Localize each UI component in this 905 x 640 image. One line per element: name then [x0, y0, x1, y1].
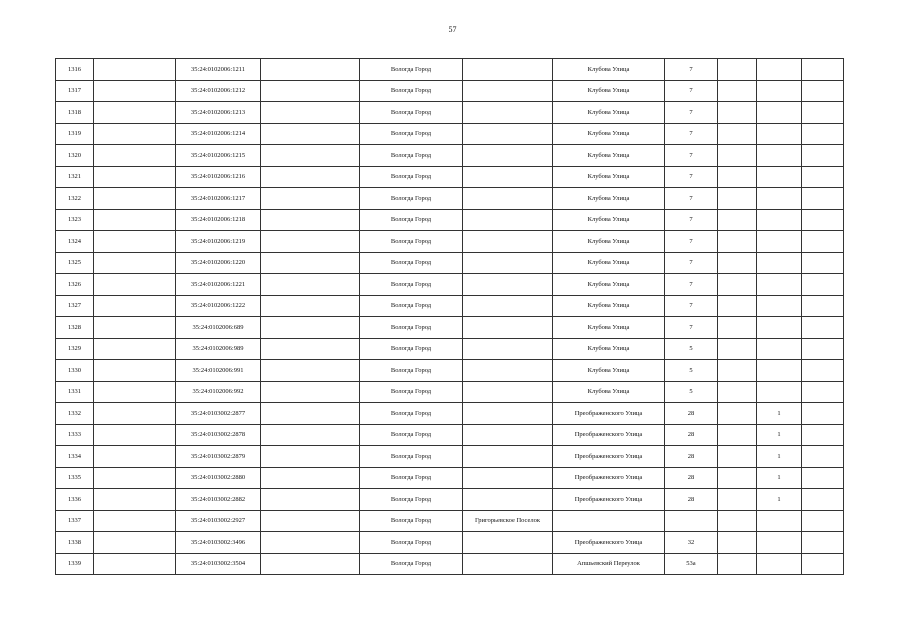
table-row: [56, 553, 844, 575]
house-number-cell: 7: [665, 188, 718, 210]
house-number-cell: 7: [665, 59, 718, 81]
cadastral-number-cell: 35:24:0102006:991: [176, 360, 261, 382]
city-cell: Вологда Город: [360, 403, 463, 425]
table-row: [56, 532, 844, 554]
building-cell: [718, 489, 757, 511]
row-number-cell: 1319: [56, 123, 94, 145]
city-cell: Вологда Город: [360, 145, 463, 167]
locality-cell: [463, 145, 553, 167]
cadastral-number-cell: 35:24:0102006:992: [176, 381, 261, 403]
house-number-cell: 7: [665, 252, 718, 274]
street-cell: [553, 510, 665, 532]
cadastral-number-cell: 35:24:0103002:3496: [176, 532, 261, 554]
apartment-cell: 1: [757, 467, 802, 489]
empty-cell: [261, 102, 360, 124]
empty-cell: [261, 553, 360, 575]
apartment-cell: [757, 102, 802, 124]
building-cell: [718, 467, 757, 489]
empty-cell: [261, 532, 360, 554]
empty-cell: [94, 381, 176, 403]
city-cell: Вологда Город: [360, 80, 463, 102]
street-cell: Клубова Улица: [553, 231, 665, 253]
locality-cell: [463, 209, 553, 231]
locality-cell: [463, 295, 553, 317]
extra-cell: [802, 59, 844, 81]
table-row: [56, 80, 844, 102]
table-row: [56, 360, 844, 382]
row-number-cell: 1337: [56, 510, 94, 532]
empty-cell: [261, 424, 360, 446]
cadastral-number-cell: 35:24:0102006:1220: [176, 252, 261, 274]
cadastral-number-cell: 35:24:0102006:1221: [176, 274, 261, 296]
street-cell: Клубова Улица: [553, 317, 665, 339]
empty-cell: [261, 188, 360, 210]
extra-cell: [802, 532, 844, 554]
locality-cell: [463, 123, 553, 145]
empty-cell: [94, 424, 176, 446]
row-number-cell: 1325: [56, 252, 94, 274]
street-cell: Клубова Улица: [553, 381, 665, 403]
table-row: [56, 403, 844, 425]
apartment-cell: [757, 553, 802, 575]
city-cell: Вологда Город: [360, 295, 463, 317]
table-row: [56, 231, 844, 253]
extra-cell: [802, 166, 844, 188]
apartment-cell: [757, 295, 802, 317]
apartment-cell: [757, 145, 802, 167]
house-number-cell: 28: [665, 446, 718, 468]
apartment-cell: [757, 510, 802, 532]
building-cell: [718, 295, 757, 317]
apartment-cell: [757, 188, 802, 210]
table-row: [56, 338, 844, 360]
empty-cell: [94, 188, 176, 210]
street-cell: Клубова Улица: [553, 123, 665, 145]
building-cell: [718, 209, 757, 231]
extra-cell: [802, 295, 844, 317]
empty-cell: [94, 231, 176, 253]
cadastral-number-cell: 35:24:0102006:1212: [176, 80, 261, 102]
row-number-cell: 1327: [56, 295, 94, 317]
apartment-cell: [757, 231, 802, 253]
house-number-cell: 7: [665, 145, 718, 167]
extra-cell: [802, 510, 844, 532]
empty-cell: [261, 166, 360, 188]
row-number-cell: 1332: [56, 403, 94, 425]
building-cell: [718, 102, 757, 124]
cadastral-number-cell: 35:24:0103002:2927: [176, 510, 261, 532]
cadastral-number-cell: 35:24:0102006:1222: [176, 295, 261, 317]
city-cell: Вологда Город: [360, 360, 463, 382]
table-row: [56, 123, 844, 145]
empty-cell: [94, 360, 176, 382]
city-cell: Вологда Город: [360, 467, 463, 489]
building-cell: [718, 510, 757, 532]
locality-cell: [463, 252, 553, 274]
empty-cell: [261, 59, 360, 81]
street-cell: Преображенского Улица: [553, 489, 665, 511]
street-cell: Клубова Улица: [553, 102, 665, 124]
street-cell: Клубова Улица: [553, 145, 665, 167]
row-number-cell: 1326: [56, 274, 94, 296]
street-cell: Апшьевский Переулок: [553, 553, 665, 575]
house-number-cell: 7: [665, 274, 718, 296]
locality-cell: [463, 80, 553, 102]
extra-cell: [802, 467, 844, 489]
empty-cell: [261, 489, 360, 511]
cadastral-number-cell: 35:24:0103002:2882: [176, 489, 261, 511]
empty-cell: [261, 209, 360, 231]
cadastral-number-cell: 35:24:0103002:3504: [176, 553, 261, 575]
table-row: [56, 295, 844, 317]
table-body: [56, 59, 844, 575]
empty-cell: [94, 145, 176, 167]
row-number-cell: 1321: [56, 166, 94, 188]
empty-cell: [94, 403, 176, 425]
street-cell: Преображенского Улица: [553, 424, 665, 446]
house-number-cell: 7: [665, 80, 718, 102]
table-row: [56, 274, 844, 296]
locality-cell: [463, 403, 553, 425]
street-cell: Клубова Улица: [553, 338, 665, 360]
apartment-cell: [757, 532, 802, 554]
locality-cell: [463, 188, 553, 210]
row-number-cell: 1324: [56, 231, 94, 253]
cadastral-number-cell: 35:24:0102006:1211: [176, 59, 261, 81]
table-row: [56, 59, 844, 81]
city-cell: Вологда Город: [360, 510, 463, 532]
locality-cell: [463, 166, 553, 188]
apartment-cell: 1: [757, 446, 802, 468]
city-cell: Вологда Город: [360, 166, 463, 188]
cadastral-number-cell: 35:24:0102006:989: [176, 338, 261, 360]
street-cell: Клубова Улица: [553, 274, 665, 296]
city-cell: Вологда Город: [360, 553, 463, 575]
cadastral-number-cell: 35:24:0102006:1213: [176, 102, 261, 124]
city-cell: Вологда Город: [360, 424, 463, 446]
extra-cell: [802, 317, 844, 339]
city-cell: Вологда Город: [360, 252, 463, 274]
locality-cell: [463, 532, 553, 554]
empty-cell: [261, 295, 360, 317]
house-number-cell: 28: [665, 467, 718, 489]
building-cell: [718, 381, 757, 403]
page-number: 57: [448, 25, 457, 34]
empty-cell: [261, 381, 360, 403]
row-number-cell: 1320: [56, 145, 94, 167]
row-number-cell: 1323: [56, 209, 94, 231]
city-cell: Вологда Город: [360, 274, 463, 296]
building-cell: [718, 317, 757, 339]
empty-cell: [261, 403, 360, 425]
house-number-cell: 5: [665, 360, 718, 382]
table-row: [56, 252, 844, 274]
extra-cell: [802, 188, 844, 210]
building-cell: [718, 145, 757, 167]
cadastral-number-cell: 35:24:0102006:1219: [176, 231, 261, 253]
city-cell: Вологда Город: [360, 188, 463, 210]
locality-cell: [463, 231, 553, 253]
table-row: [56, 166, 844, 188]
street-cell: Преображенского Улица: [553, 532, 665, 554]
empty-cell: [94, 532, 176, 554]
locality-cell: [463, 360, 553, 382]
apartment-cell: [757, 123, 802, 145]
row-number-cell: 1317: [56, 80, 94, 102]
extra-cell: [802, 252, 844, 274]
house-number-cell: [665, 510, 718, 532]
row-number-cell: 1334: [56, 446, 94, 468]
locality-cell: [463, 424, 553, 446]
extra-cell: [802, 403, 844, 425]
locality-cell: Григорьевское Поселок: [463, 510, 553, 532]
cadastral-number-cell: 35:24:0102006:1214: [176, 123, 261, 145]
street-cell: Преображенского Улица: [553, 446, 665, 468]
apartment-cell: [757, 252, 802, 274]
row-number-cell: 1318: [56, 102, 94, 124]
empty-cell: [261, 360, 360, 382]
city-cell: Вологда Город: [360, 489, 463, 511]
apartment-cell: [757, 80, 802, 102]
building-cell: [718, 80, 757, 102]
empty-cell: [261, 467, 360, 489]
empty-cell: [261, 317, 360, 339]
cadastral-number-cell: 35:24:0102006:689: [176, 317, 261, 339]
house-number-cell: 7: [665, 123, 718, 145]
row-number-cell: 1328: [56, 317, 94, 339]
empty-cell: [94, 467, 176, 489]
apartment-cell: [757, 338, 802, 360]
locality-cell: [463, 317, 553, 339]
empty-cell: [94, 166, 176, 188]
city-cell: Вологда Город: [360, 317, 463, 339]
apartment-cell: [757, 274, 802, 296]
street-cell: Преображенского Улица: [553, 403, 665, 425]
building-cell: [718, 188, 757, 210]
house-number-cell: 5: [665, 338, 718, 360]
empty-cell: [261, 231, 360, 253]
empty-cell: [94, 553, 176, 575]
empty-cell: [261, 80, 360, 102]
locality-cell: [463, 446, 553, 468]
apartment-cell: 1: [757, 403, 802, 425]
extra-cell: [802, 446, 844, 468]
house-number-cell: 28: [665, 403, 718, 425]
building-cell: [718, 403, 757, 425]
table-row: [56, 209, 844, 231]
table-row: [56, 510, 844, 532]
extra-cell: [802, 102, 844, 124]
row-number-cell: 1335: [56, 467, 94, 489]
empty-cell: [261, 145, 360, 167]
house-number-cell: 5: [665, 381, 718, 403]
empty-cell: [261, 338, 360, 360]
cadastral-number-cell: 35:24:0103002:2877: [176, 403, 261, 425]
city-cell: Вологда Город: [360, 59, 463, 81]
house-number-cell: 7: [665, 231, 718, 253]
apartment-cell: [757, 209, 802, 231]
apartment-cell: [757, 381, 802, 403]
extra-cell: [802, 209, 844, 231]
row-number-cell: 1322: [56, 188, 94, 210]
cadastral-number-cell: 35:24:0102006:1216: [176, 166, 261, 188]
cadastral-number-cell: 35:24:0103002:2879: [176, 446, 261, 468]
street-cell: Клубова Улица: [553, 188, 665, 210]
street-cell: Клубова Улица: [553, 295, 665, 317]
house-number-cell: 28: [665, 489, 718, 511]
building-cell: [718, 166, 757, 188]
building-cell: [718, 338, 757, 360]
empty-cell: [261, 446, 360, 468]
table-row: [56, 424, 844, 446]
city-cell: Вологда Город: [360, 381, 463, 403]
empty-cell: [261, 274, 360, 296]
locality-cell: [463, 59, 553, 81]
building-cell: [718, 532, 757, 554]
extra-cell: [802, 381, 844, 403]
locality-cell: [463, 274, 553, 296]
empty-cell: [94, 274, 176, 296]
extra-cell: [802, 360, 844, 382]
table-row: [56, 188, 844, 210]
row-number-cell: 1331: [56, 381, 94, 403]
building-cell: [718, 252, 757, 274]
house-number-cell: 7: [665, 166, 718, 188]
empty-cell: [94, 338, 176, 360]
city-cell: Вологда Город: [360, 532, 463, 554]
street-cell: Клубова Улица: [553, 360, 665, 382]
house-number-cell: 7: [665, 209, 718, 231]
extra-cell: [802, 231, 844, 253]
extra-cell: [802, 489, 844, 511]
building-cell: [718, 274, 757, 296]
house-number-cell: 32: [665, 532, 718, 554]
locality-cell: [463, 553, 553, 575]
city-cell: Вологда Город: [360, 102, 463, 124]
registry-table: [55, 58, 844, 575]
row-number-cell: 1316: [56, 59, 94, 81]
city-cell: Вологда Город: [360, 338, 463, 360]
empty-cell: [94, 510, 176, 532]
empty-cell: [94, 317, 176, 339]
row-number-cell: 1330: [56, 360, 94, 382]
building-cell: [718, 360, 757, 382]
row-number-cell: 1339: [56, 553, 94, 575]
empty-cell: [261, 510, 360, 532]
empty-cell: [94, 252, 176, 274]
row-number-cell: 1333: [56, 424, 94, 446]
building-cell: [718, 446, 757, 468]
empty-cell: [261, 123, 360, 145]
city-cell: Вологда Город: [360, 446, 463, 468]
street-cell: Преображенского Улица: [553, 467, 665, 489]
locality-cell: [463, 102, 553, 124]
row-number-cell: 1329: [56, 338, 94, 360]
locality-cell: [463, 489, 553, 511]
locality-cell: [463, 338, 553, 360]
apartment-cell: [757, 360, 802, 382]
street-cell: Клубова Улица: [553, 59, 665, 81]
building-cell: [718, 231, 757, 253]
empty-cell: [94, 102, 176, 124]
extra-cell: [802, 338, 844, 360]
row-number-cell: 1338: [56, 532, 94, 554]
street-cell: Клубова Улица: [553, 252, 665, 274]
empty-cell: [261, 252, 360, 274]
extra-cell: [802, 80, 844, 102]
street-cell: Клубова Улица: [553, 80, 665, 102]
extra-cell: [802, 553, 844, 575]
empty-cell: [94, 446, 176, 468]
cadastral-number-cell: 35:24:0102006:1217: [176, 188, 261, 210]
extra-cell: [802, 424, 844, 446]
cadastral-number-cell: 35:24:0103002:2878: [176, 424, 261, 446]
empty-cell: [94, 80, 176, 102]
building-cell: [718, 59, 757, 81]
locality-cell: [463, 467, 553, 489]
city-cell: Вологда Город: [360, 123, 463, 145]
cadastral-number-cell: 35:24:0103002:2880: [176, 467, 261, 489]
table-row: [56, 102, 844, 124]
table-row: [56, 446, 844, 468]
row-number-cell: 1336: [56, 489, 94, 511]
house-number-cell: 28: [665, 424, 718, 446]
street-cell: Клубова Улица: [553, 166, 665, 188]
house-number-cell: 7: [665, 102, 718, 124]
table-row: [56, 317, 844, 339]
cadastral-number-cell: 35:24:0102006:1218: [176, 209, 261, 231]
street-cell: Клубова Улица: [553, 209, 665, 231]
empty-cell: [94, 489, 176, 511]
building-cell: [718, 553, 757, 575]
apartment-cell: 1: [757, 424, 802, 446]
house-number-cell: 7: [665, 295, 718, 317]
building-cell: [718, 123, 757, 145]
house-number-cell: 53а: [665, 553, 718, 575]
extra-cell: [802, 123, 844, 145]
empty-cell: [94, 209, 176, 231]
empty-cell: [94, 123, 176, 145]
building-cell: [718, 424, 757, 446]
empty-cell: [94, 59, 176, 81]
apartment-cell: [757, 317, 802, 339]
city-cell: Вологда Город: [360, 209, 463, 231]
cadastral-number-cell: 35:24:0102006:1215: [176, 145, 261, 167]
table-row: [56, 145, 844, 167]
city-cell: Вологда Город: [360, 231, 463, 253]
apartment-cell: [757, 166, 802, 188]
locality-cell: [463, 381, 553, 403]
empty-cell: [94, 295, 176, 317]
apartment-cell: 1: [757, 489, 802, 511]
table-row: [56, 489, 844, 511]
table-row: [56, 467, 844, 489]
table-row: [56, 381, 844, 403]
house-number-cell: 7: [665, 317, 718, 339]
apartment-cell: [757, 59, 802, 81]
extra-cell: [802, 274, 844, 296]
extra-cell: [802, 145, 844, 167]
